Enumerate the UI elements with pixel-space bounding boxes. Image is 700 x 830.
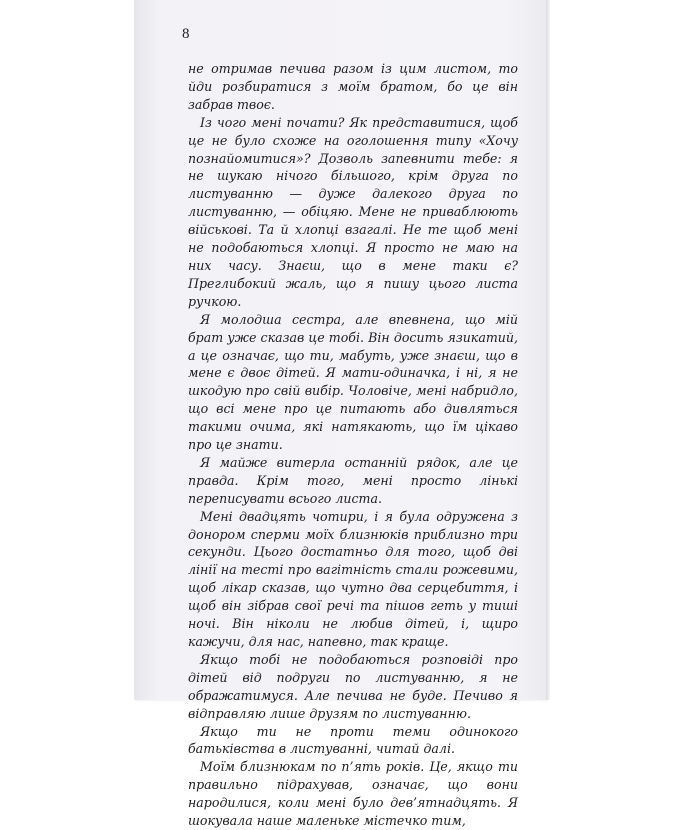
paragraph: не отримав печива разом із цим листом, то йди розбиратися з моїм братом, бо це він забрав твоє. xyxy=(188,61,518,112)
page-edge xyxy=(546,0,550,700)
paragraph: Із чого мені почати? Як представитися, щоб це не було схоже на оголошення типу «Хочу познайомитися»? Дозволь запевнити тебе: я не шукаю нічого більшого, крім друга по листуванню — дуже далекого друга по листуванню, — обіцяю. Мене не приваблюють військові. Та й хлопці взагалі. Не те щоб мені не подобаються хлопці. Я просто не маю на них часу. Знаєш, що в мене таки є? Преглибокий жаль, що я пишу цього листа ручкою. xyxy=(188,114,518,309)
paragraph: Мені двадцять чотири, і я була одружена з донором сперми моїх близнюків приблизно три секунди. Цього достатньо для того, щоб дві лінії на тесті про вагітність стали рожевими, щоб лікар сказав, що чутно два серцебиття, і щоб він зібрав свої речі та пішов геть у тиші ночі. Він ніколи не любив дітей, і, щиро кажучи, для нас, напевно, так краще. xyxy=(188,508,518,649)
paragraph: Якщо тобі не подобаються розповіді про дітей від подруги по листуванню, я не ображатимуся. Але печива не буде. Печиво я відправляю лише друзям по листуванню. xyxy=(188,651,518,721)
paragraph: Моїм близнюкам по п’ять років. Це, якщо ти правильно підрахував, означає, що вони народилися, коли мені було дев’ятнадцять. Я шокувала наше маленьке містечко тим, xyxy=(188,759,518,829)
paragraph: Я майже витерла останній рядок, але це правда. Крім того, мені просто лінькі переписувати всього листа. xyxy=(188,454,518,506)
body-text xyxy=(188,60,518,830)
page-number: 8 xyxy=(182,26,190,42)
paragraph: Я молодша сестра, але впевнена, що мій брат уже сказав це тобі. Він досить язикатий, а це означає, що ти, мабуть, уже знаєш, що в мене є двоє дітей. Я мати-одиначка, і ні, я не шкодую про свій вибір. Чоловіче, мені набридло, що всі мене про це питають або дивляться такими очима, які натякають, що їм цікаво про це знати. xyxy=(188,311,518,453)
paragraph: Якщо ти не проти теми одинокого батьківства в листуванні, читай далі. xyxy=(188,723,518,757)
